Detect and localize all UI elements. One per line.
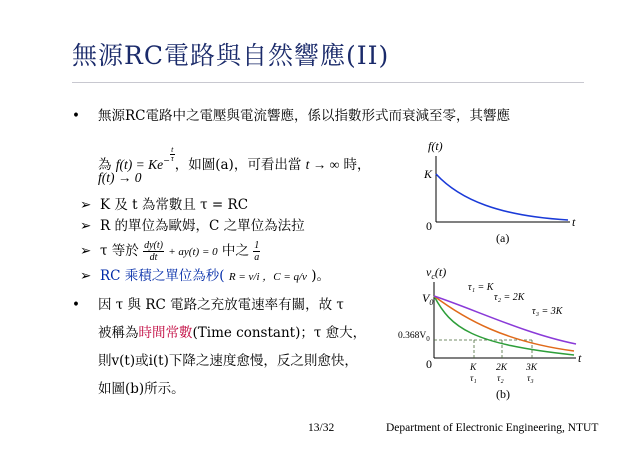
fig-b-tick1-top: K (470, 363, 477, 373)
fig-a-decay-curve (436, 174, 568, 220)
fig-b-tau3-label: τ₃ = 3K (532, 306, 563, 317)
bullet2-line4: 如圖(b)所示。 (98, 381, 185, 397)
exponent-fraction: − (163, 156, 170, 165)
fig-b-level-label: $0.368V_0$ (398, 331, 430, 343)
limit-expression: t → ∞ (305, 157, 340, 172)
bullet2-prefix: 被稱為 (98, 325, 139, 341)
arrow-marker-1: ➢ (80, 197, 92, 213)
fig-a-x-label: t (572, 215, 576, 229)
page-title: 無源RC電路與自然響應(II) (72, 41, 390, 70)
subbullet-1: K 及 t 為常數且 τ = RC (100, 197, 249, 213)
units-formula: R = v/i ，C = q/v (228, 271, 307, 283)
figure-a (400, 130, 600, 250)
subbullet3-prefix: τ 等於 (100, 243, 139, 259)
fig-a-y-label: f(t) (428, 139, 443, 153)
fig-b-curve-tau1 (434, 296, 574, 355)
fig-a-k-label: K (424, 167, 433, 181)
subbullet3-suffix: 中之 (221, 243, 249, 259)
exponent: $\frac{t}{\tau}$ (170, 145, 174, 163)
bullet1-line2 (98, 146, 371, 173)
time-constant-highlight: 時間常數 (138, 325, 193, 341)
arrow-marker-4: ➢ (80, 268, 92, 284)
subbullet-4 (100, 268, 330, 285)
bullet-marker-2: • (72, 297, 80, 313)
fig-b-tick3-bot: τ₃ (527, 374, 534, 384)
fig-b-origin: 0 (426, 357, 432, 371)
subbullet-3 (100, 236, 260, 267)
bullet2-suffix: (Time constant)；τ 愈大， (192, 325, 367, 341)
bullet1-suffix: 時， (343, 157, 371, 173)
footer-department: Department of Electronic Engineering, NTUT (386, 422, 599, 434)
formula-ft: f(t) = Ke (115, 157, 164, 172)
subbullet4-text: RC 乘積之單位為秒( (100, 268, 225, 284)
bullet1-middle: ，如圖(a)，可看出當 (174, 157, 302, 173)
fig-b-y-label: $v_c(t)$ (426, 265, 447, 281)
fig-b-tick2-top: 2K (496, 363, 508, 373)
subbullet4-end: )。 (311, 268, 331, 284)
fig-a-origin: 0 (426, 219, 432, 233)
bullet2-line2 (98, 325, 366, 341)
fig-a-caption: (a) (496, 231, 510, 245)
title-divider (72, 82, 584, 83)
bullet1-line3: f(t) → 0 (98, 170, 142, 185)
arrow-marker-3: ➢ (80, 243, 92, 259)
fig-b-x-label: t (578, 351, 582, 365)
one-over-a: $\frac{1}{a}$ (254, 240, 260, 263)
fig-b-v0-label: $V_0$ (422, 291, 434, 307)
page-number: 13/32 (308, 422, 335, 434)
bullet2-line1: 因 τ 與 RC 電路之充放電速率有關，故 τ (98, 297, 344, 313)
arrow-marker-2: ➢ (80, 218, 92, 234)
bullet1-prefix: 為 (98, 157, 112, 173)
fig-b-tick3-top: 3K (526, 363, 538, 373)
derivative-fraction: $\frac{dy(t)}{dt}$ (144, 240, 163, 263)
fig-b-tick2-bot: τ₂ (497, 374, 504, 384)
figure-b (396, 258, 596, 410)
bullet1-line1: 無源RC電路中之電壓與電流響應，係以指數形式而衰減至零，其響應 (98, 108, 510, 124)
subbullet-2: R 的單位為歐姆，C 之單位為法拉 (100, 218, 305, 234)
fig-b-curve-tau3 (434, 296, 576, 344)
fig-b-tick1-bot: τ₁ (470, 374, 477, 384)
fig-b-caption: (b) (496, 387, 510, 401)
bullet-marker: • (72, 108, 80, 124)
bullet2-line3: 則v(t)或i(t)下降之速度愈慢，反之則愈快， (98, 353, 358, 369)
ode-rest: + ay(t) = 0 (168, 246, 218, 258)
fig-b-tau2-label: τ₂ = 2K (494, 292, 525, 303)
fig-b-tau1-label: τ₁ = K (468, 282, 494, 293)
